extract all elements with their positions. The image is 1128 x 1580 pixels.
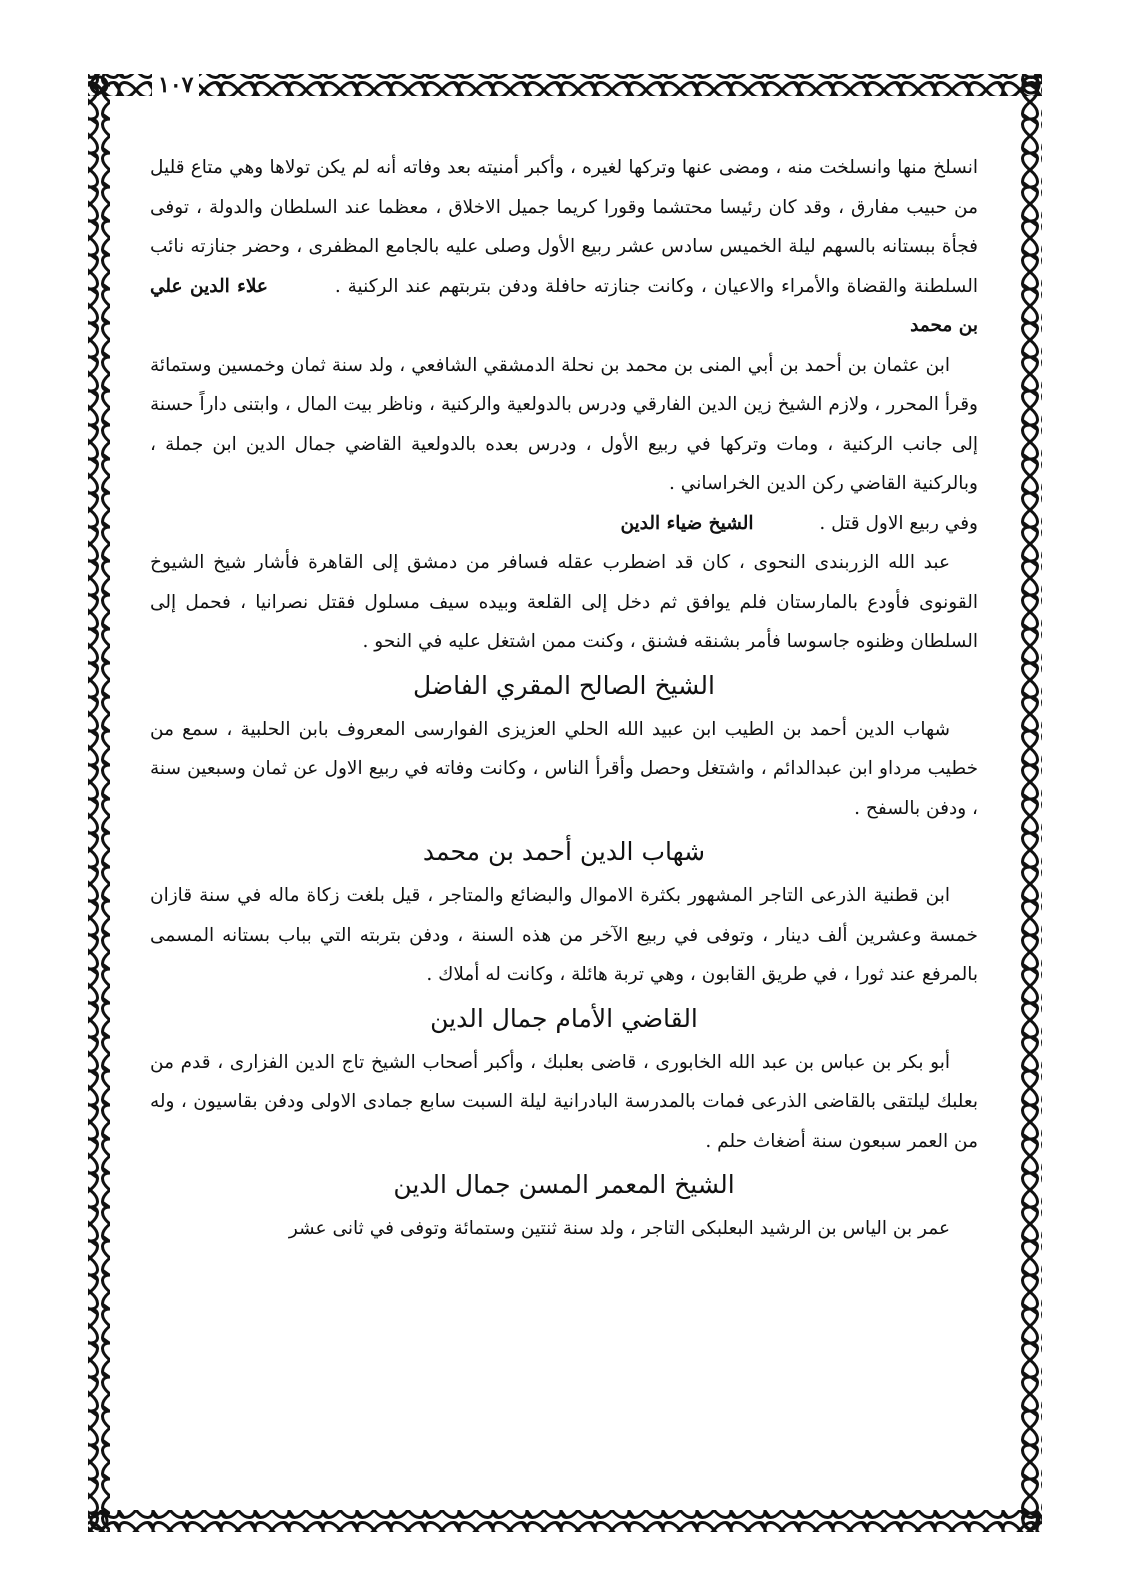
paragraph: ابن قطنية الذرعى التاجر المشهور بكثرة الاموال والبضائع والمتاجر ، قيل بلغت زكاة ماله في سنة قازان خمسة وعشرين ألف دينار ، وتوفى في ربيع الآخر من هذه السنة ، ودفن بتربته التي بباب بستانه المسمى بالمرفع عند ثورا ، في طريق القابون ، وهي تربة هائلة ، وكانت له أملاك . [150,885,978,985]
paragraph [150,504,978,544]
section-heading: الشيخ الصالح المقري الفاضل [412,670,715,700]
paragraph: شهاب الدين أحمد بن الطيب ابن عبيد الله الحلي العزيزى الفوارسى المعروف بابن الحلبية ، سمع من خطيب مرداو ابن عبدالدائم ، واشتغل وحصل وأقرأ الناس ، وكانت وفاته في ربيع الاول عن ثمان وسبعين سنة ، ودفن بالسفح . [150,718,978,819]
paragraph: أبو بكر بن عباس بن عبد الله الخابورى ، قاضى بعلبك ، وأكبر أصحاب الشيخ تاج الدين الفزارى ، قدم من بعلبك ليلتقى بالقاضى الذرعى فمات بالمدرسة البادرانية ليلة السبت سابع جمادى الاولى ودفن بقاسيون ، وله من العمر سبعون سنة أضغاث حلم . [150,1051,978,1152]
paragraph: عبد الله الزربندى النحوى ، كان قد اضطرب عقله فسافر من دمشق إلى القاهرة فأشار شيخ الشيوخ القونوى فأودع بالمارستان فلم يوافق ثم دخل إلى القلعة وبيده سيف مسلول فقتل نصرانيا ، فحمل إلى السلطان وظنوه جاسوسا فأمر بشنقه فشنق ، وكنت ممن اشتغل عليه في النحو . [150,552,978,652]
paragraph: عمر بن الياس بن الرشيد البعلبكى التاجر ، ولد سنة ثنتين وستمائة وتوفى في ثانى عشر [288,1218,950,1239]
paragraph-text: وفي ربيع الاول قتل . [819,512,978,534]
page-body [150,148,978,1500]
paragraph: ابن عثمان بن أحمد بن أبي المنى بن محمد بن نحلة الدمشقي الشافعي ، ولد سنة ثمان وخمسين وستمائة وقرأ المحرر ، ولازم الشيخ زين الدين الفارقي ودرس بالدولعية والركنية ، وناظر بيت المال ، وابتنى داراً حسنة إلى جانب الركنية ، ومات وتركها في ربيع الأول ، ودرس بعده بالدولعية القاضي جمال الدين ابن جملة ، وبالركنية القاضي ركن الدين الخراساني . [150,354,978,494]
section-heading: الشيخ المعمر المسن جمال الدين [393,1170,735,1199]
section-heading: القاضي الأمام جمال الدين [430,1003,698,1033]
page-number: ١٠٧ [152,72,199,98]
section-heading: شهاب الدين أحمد بن محمد [422,837,706,866]
paragraph [150,148,978,346]
entry-heading: علاء الدين علي بن محمد [150,275,978,336]
paragraph-text: انسلخ منها وانسلخت منه ، ومضى عنها وتركها لغيره ، وأكبر أمنيته بعد وفاته أنه لم يكن تولاها وهي متاع قليل من حبيب مفارق ، وقد كان رئيسا محتشما وقورا كريما جميل الاخلاق ، معظما عند السلطان والدولة ، توفى فجأة ببستانه بالسهم ليلة الخميس سادس عشر ربيع الأول وصلى عليه بالجامع المظفرى ، وحضر جنازته نائب السلطنة والقضاة والأمراء والاعيان ، وكانت جنازته حافلة ودفن بتربتهم عند الركنية . [150,157,978,297]
entry-heading: الشيخ ضياء الدين [620,512,754,534]
